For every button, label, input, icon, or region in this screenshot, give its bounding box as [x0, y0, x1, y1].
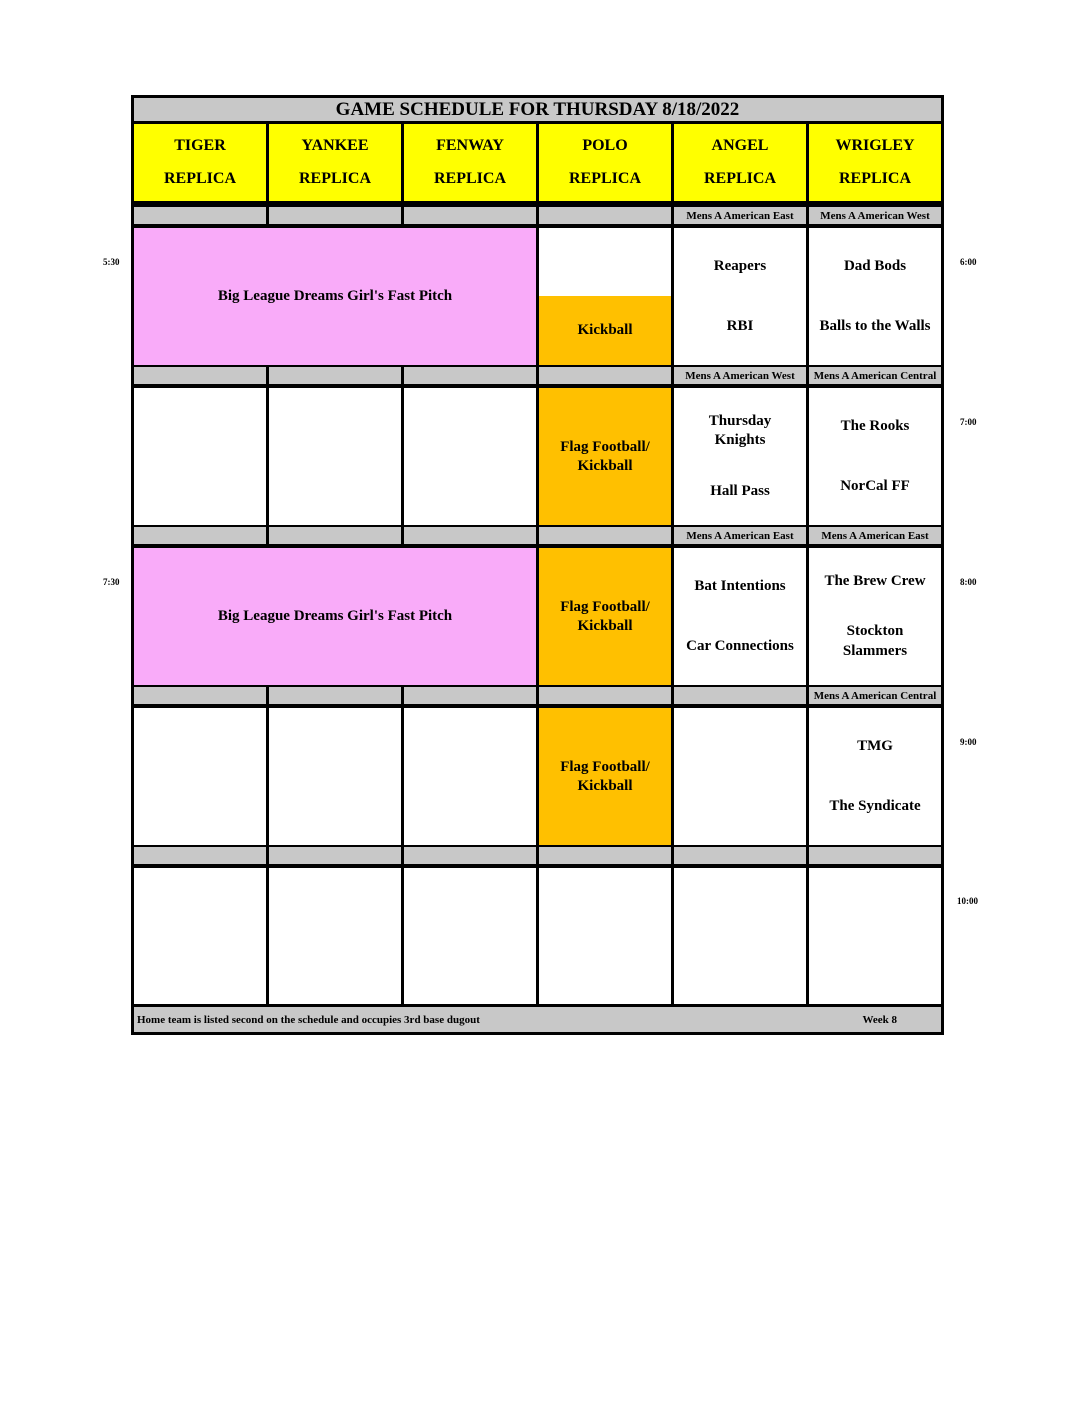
empty-cell — [134, 388, 266, 525]
week-label: Week 8 — [862, 1013, 897, 1026]
matchup-angel-3 — [674, 548, 806, 685]
empty-cell — [404, 708, 536, 845]
home-team: Hall Pass — [710, 482, 770, 499]
field-header-wrigley: WRIGLEY REPLICA — [809, 124, 941, 201]
flag-football-block: Flag Football/ Kickball — [539, 388, 671, 525]
separator-cell — [134, 687, 266, 704]
separator-cell — [539, 367, 671, 384]
time-label: 6:00 — [960, 257, 977, 267]
separator-cell — [134, 847, 266, 864]
empty-cell — [269, 708, 401, 845]
flag-football-block: Flag Football/ Kickball — [539, 708, 671, 845]
division-label: Mens A American West — [674, 367, 806, 384]
separator-cell — [404, 687, 536, 704]
matchup-wrigley-3 — [809, 548, 941, 685]
field-header-tiger: TIGER REPLICA — [134, 124, 266, 201]
away-team: TMG — [857, 737, 893, 754]
division-label: Mens A American East — [674, 207, 806, 224]
field-header-angel: ANGEL REPLICA — [674, 124, 806, 201]
home-team: NorCal FF — [840, 478, 910, 494]
away-team: Thursday Knights — [708, 412, 772, 449]
separator-cell — [269, 527, 401, 544]
empty-cell — [134, 708, 266, 845]
away-team: Bat Intentions — [694, 577, 786, 594]
away-team: Dad Bods — [843, 257, 907, 274]
time-label: 8:00 — [960, 577, 977, 587]
empty-cell — [674, 868, 806, 1004]
separator-cell — [674, 687, 806, 704]
separator-cell — [809, 847, 941, 864]
division-label: Mens A American Central — [809, 687, 941, 704]
matchup-angel-2 — [674, 388, 806, 525]
empty-cell — [269, 388, 401, 525]
separator-cell — [404, 207, 536, 224]
time-label: 10:00 — [957, 896, 978, 906]
separator-cell — [269, 847, 401, 864]
separator-cell — [539, 847, 671, 864]
separator-cell — [674, 847, 806, 864]
flag-football-block: Flag Football/ Kickball — [539, 548, 671, 685]
girls-fast-pitch-block: Big League Dreams Girl's Fast Pitch — [134, 548, 536, 685]
separator-cell — [539, 527, 671, 544]
separator-cell — [134, 207, 266, 224]
time-label: 7:30 — [103, 577, 120, 587]
empty-cell — [539, 868, 671, 1004]
home-team: Stockton Slammers — [842, 623, 908, 659]
girls-fast-pitch-block: Big League Dreams Girl's Fast Pitch — [134, 228, 536, 365]
separator-cell — [539, 687, 671, 704]
home-team: Car Connections — [686, 638, 794, 654]
away-team: Reapers — [713, 257, 767, 274]
separator-cell — [539, 207, 671, 224]
home-team: Balls to the Walls — [819, 318, 931, 334]
schedule-footer — [134, 1007, 941, 1032]
empty-cell — [134, 868, 266, 1004]
home-team-note: Home team is listed second on the schedule and occupies 3rd base dugout — [137, 1013, 480, 1026]
matchup-wrigley-2 — [809, 388, 941, 525]
time-label: 9:00 — [960, 737, 977, 747]
home-team: RBI — [726, 318, 754, 334]
matchup-angel-1 — [674, 228, 806, 365]
separator-cell — [269, 687, 401, 704]
empty-cell — [269, 868, 401, 1004]
away-team: The Brew Crew — [824, 572, 926, 589]
separator-cell — [134, 527, 266, 544]
separator-cell — [134, 367, 266, 384]
division-label: Mens A American Central — [809, 367, 941, 384]
separator-cell — [269, 207, 401, 224]
away-team: The Rooks — [840, 417, 910, 434]
field-header-polo: POLO REPLICA — [539, 124, 671, 201]
separator-cell — [404, 367, 536, 384]
empty-cell — [404, 388, 536, 525]
schedule-title: GAME SCHEDULE FOR THURSDAY 8/18/2022 — [134, 98, 941, 121]
field-header-yankee: YANKEE REPLICA — [269, 124, 401, 201]
empty-cell — [539, 228, 671, 296]
kickball-block: Kickball — [539, 296, 671, 365]
separator-cell — [404, 847, 536, 864]
time-label: 7:00 — [960, 417, 977, 427]
schedule-grid — [131, 95, 944, 1035]
empty-cell — [404, 868, 536, 1004]
field-header-fenway: FENWAY REPLICA — [404, 124, 536, 201]
division-label: Mens A American West — [809, 207, 941, 224]
separator-cell — [404, 527, 536, 544]
time-label: 5:30 — [103, 257, 120, 267]
matchup-wrigley-4 — [809, 708, 941, 845]
separator-cell — [269, 367, 401, 384]
matchup-wrigley-1 — [809, 228, 941, 365]
division-label: Mens A American East — [674, 527, 806, 544]
division-label: Mens A American East — [809, 527, 941, 544]
home-team: The Syndicate — [829, 798, 921, 814]
empty-cell — [674, 708, 806, 845]
empty-cell — [809, 868, 941, 1004]
